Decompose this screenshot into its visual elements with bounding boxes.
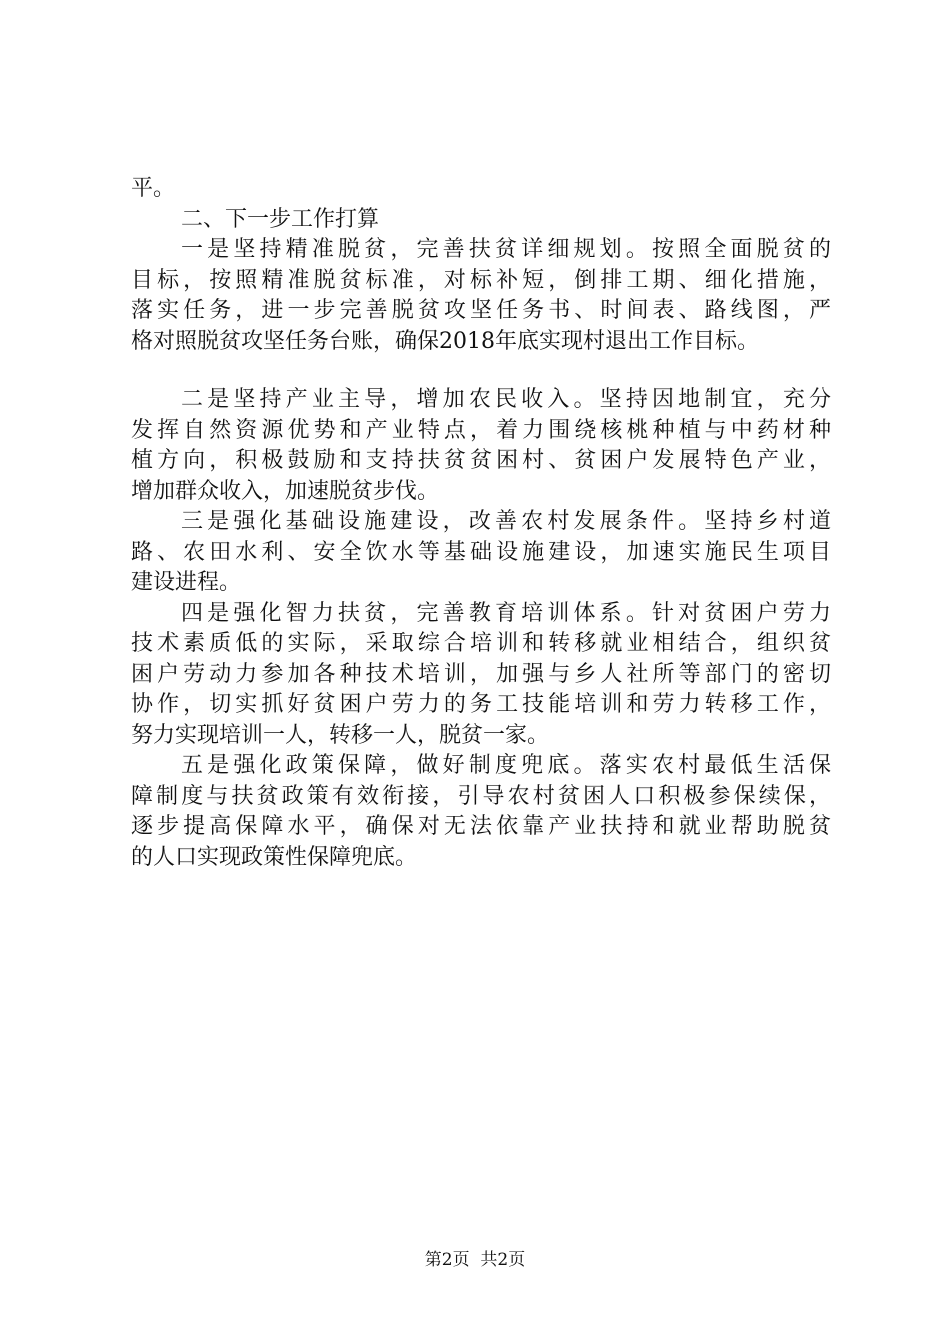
text-line: 五是强化政策保障，做好制度兜底。落实农村最低生活保 <box>181 753 831 778</box>
text-line: 路、农田水利、安全饮水等基础设施建设，加速实施民生项目 <box>131 539 831 565</box>
text-line: 一是坚持精准脱贫，完善扶贫详细规划。按照全面脱贫的 <box>181 237 831 262</box>
text-line: 协作，切实抓好贫困户劳力的务工技能培训和劳力转移工作， <box>131 692 831 717</box>
text-line: 落实任务，进一步完善脱贫攻坚任务书、时间表、路线图，严 <box>131 298 831 323</box>
text-line: 的人口实现政策性保障兜底。 <box>131 844 418 870</box>
text-line: 障制度与扶贫政策有效衔接，引导农村贫困人口积极参保续保， <box>131 783 831 809</box>
text-line: 建设进程。 <box>131 570 242 595</box>
section-heading: 二、下一步工作打算 <box>181 206 380 232</box>
text-line: 平。 <box>131 176 176 201</box>
document-body <box>131 174 831 873</box>
text-line: 植方向，积极鼓励和支持扶贫贫困村、贫困户发展特色产业， <box>131 448 831 473</box>
paragraph-gap <box>131 357 831 385</box>
text-line: 格对照脱贫攻坚任务台账，确保2018年底实现村退出工作目标。 <box>131 328 759 354</box>
text-line: 努力实现培训一人，转移一人，脱贫一家。 <box>131 722 550 748</box>
text-line: 困户劳动力参加各种技术培训，加强与乡人社所等部门的密切 <box>131 661 831 687</box>
text-line: 逐步提高保障水平，确保对无法依靠产业扶持和就业帮助脱贫 <box>131 814 831 839</box>
text-line: 目标，按照精准脱贫标准，对标补短，倒排工期、细化措施， <box>131 267 831 293</box>
text-line: 三是强化基础设施建设，改善农村发展条件。坚持乡村道 <box>181 509 831 534</box>
text-line: 二是坚持产业主导，增加农民收入。坚持因地制宜，充分 <box>181 387 831 412</box>
page-number-label: 第2页 共2页 <box>424 1250 526 1270</box>
page-footer <box>0 1245 950 1270</box>
text-line: 发挥自然资源优势和产业特点，着力围绕核桃种植与中药材种 <box>131 417 831 443</box>
text-line: 增加群众收入，加速脱贫步伐。 <box>131 478 440 504</box>
text-line: 技术素质低的实际，采取综合培训和转移就业相结合，组织贫 <box>131 631 831 656</box>
text-line: 四是强化智力扶贫，完善教育培训体系。针对贫困户劳力 <box>181 600 831 626</box>
